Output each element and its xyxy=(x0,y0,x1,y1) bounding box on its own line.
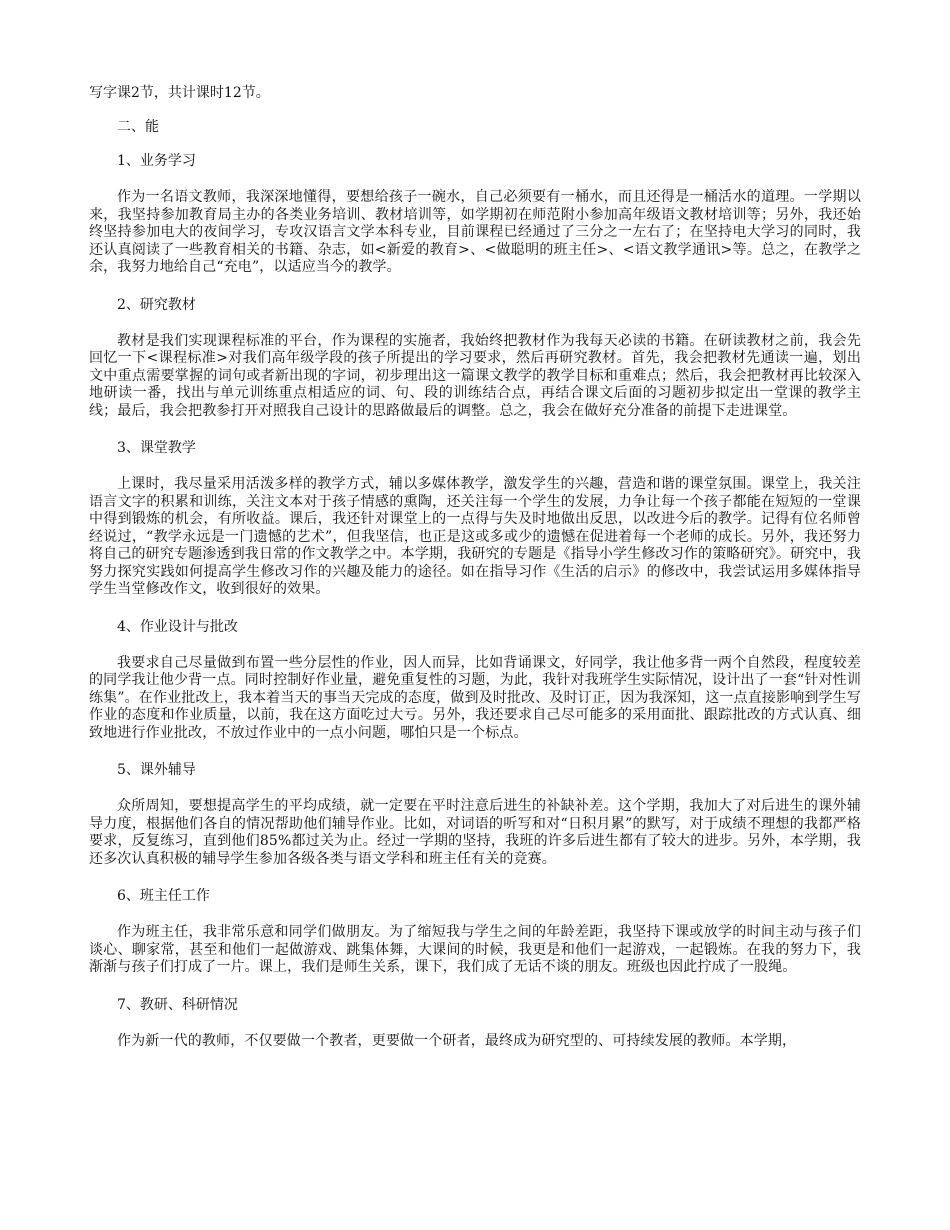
section-heading-5: 5、课外辅导 xyxy=(117,762,196,778)
section-heading-2: 2、研究教材 xyxy=(117,296,196,313)
document-page xyxy=(89,84,861,1050)
section-heading-3: 3、课堂教学 xyxy=(117,440,196,456)
paragraph-5: 众所周知，要想提高学生的平均成绩，就一定要在平时注意后进生的补缺补差。这个学期，我加大了对后进生的课外辅导力度，根据他们各自的情况帮助他们辅导作业。比如，对词语的听写和对“日积月累”的默写，对于成绩不理想的我都严格要求，反复练习，直到他们85%都过关为止。经过一学期的坚持，我班的许多后进生都有了较大的进步。另外，本学期，我还多次认真积极的辅导学生参加各级各类与语文学科和班主任有关的竞赛。 xyxy=(89,798,861,867)
paragraph-4: 我要求自己尽量做到布置一些分层性的作业，因人而异，比如背诵课文，好同学，我让他多背一两个自然段，程度较差的同学我让他少背一点。同时控制好作业量，避免重复性的习题，为此，我针对我班学生实际情况，设计出了一套“针对性训练集”。在作业批改上，我本着当天的事当天完成的态度，做到及时批改、及时订正，因为我深知，这一点直接影响到学生写作业的态度和作业质量，以前，我在这方面吃过大亏。另外，我还要求自己尽可能多的采用面批、跟踪批改的方式认真、细致地进行作业批改，不放过作业中的一点小问题，哪怕只是一个标点。 xyxy=(89,654,861,741)
section-heading-6: 6、班主任工作 xyxy=(117,888,210,904)
paragraph-3: 上课时，我尽量采用活泼多样的教学方式，辅以多媒体教学，激发学生的兴趣，营造和谐的课堂氛围。课堂上，我关注语言文字的积累和训练，关注文本对于孩子情感的熏陶，还关注每一个学生的发展，力争让每一个孩子都能在短短的一堂课中得到锻炼的机会，有所收益。课后，我还针对课堂上的一点得与失及时地做出反思，以改进今后的教学。记得有位名师曾经说过，“教学永远是一门遗憾的艺术”，但我坚信，也正是这或多或少的遗憾在促进着每一个老师的成长。另外，我还努力将自己的研究专题渗透到我日常的作文教学之中。本学期，我研究的专题是《指导小学生修改习作的策略研究》。研究中，我努力探究实践如何提高学生修改习作的兴趣及能力的途径。如在指导习作《生活的启示》的修改中，我尝试运用多媒体指导学生当堂修改作文，收到很好的效果。 xyxy=(89,476,861,597)
paragraph-6: 作为班主任，我非常乐意和同学们做朋友。为了缩短我与学生之间的年龄差距，我坚持下课或放学的时间主动与孩子们谈心、聊家常，甚至和他们一起做游戏、跳集体舞，大课间的时候，我更是和他们一起游戏，一起锻炼。在我的努力下，我渐渐与孩子们打成了一片。课上，我们是师生关系，课下，我们成了无话不谈的朋友。班级也因此拧成了一股绳。 xyxy=(89,924,861,975)
section-heading-7: 7、教研、科研情况 xyxy=(117,996,238,1013)
section-heading-4: 4、作业设计与批改 xyxy=(117,618,238,635)
section-heading-1: 1、业务学习 xyxy=(117,153,196,169)
intro-line: 写字课2节，共计课时12节。 xyxy=(89,85,270,101)
paragraph-1: 作为一名语文教师，我深深地懂得，要想给孩子一碗水，自己必须要有一桶水，而且还得是一桶活水的道理。一学期以来，我坚持参加教育局主办的各类业务培训、教材培训等，如学期初在师范附小参加高年级语文教材培训等；另外，我还始终坚持参加电大的夜间学习，专攻汉语言文学本科专业，目前课程已经通过了三分之一左右了；在坚持电大学习的同时，我还认真阅读了一些教育相关的书籍、杂志，如<新爱的教育>、<做聪明的班主任>、<语文教学通讯>等。总之，在教学之余，我努力地给自己“充电”，以适应当今的教学。 xyxy=(89,189,861,275)
paragraph-7: 作为新一代的教师，不仅要做一个教者，更要做一个研者，最终成为研究型的、可持续发展的教师。本学期， xyxy=(117,1032,797,1049)
paragraph-2: 教材是我们实现课程标准的平台，作为课程的实施者，我始终把教材作为我每天必读的书籍。在研读教材之前，我会先回忆一下<课程标准>对我们高年级学段的孩子所提出的学习要求，然后再研究教材。首先，我会把教材先通读一遍，划出文中重点需要掌握的词句或者新出现的字词，初步理出这一篇课文教学的教学目标和重难点；然后，我会把教材再比较深入地研读一番，找出与单元训练重点相适应的词、句、段的训练结合点，再结合课文后面的习题初步拟定出一堂课的教学主线；最后，我会把教参打开对照我自己设计的思路做最后的调整。总之，我会在做好充分准备的前提下走进课堂。 xyxy=(89,332,861,419)
section-title: 二、能 xyxy=(117,119,159,135)
